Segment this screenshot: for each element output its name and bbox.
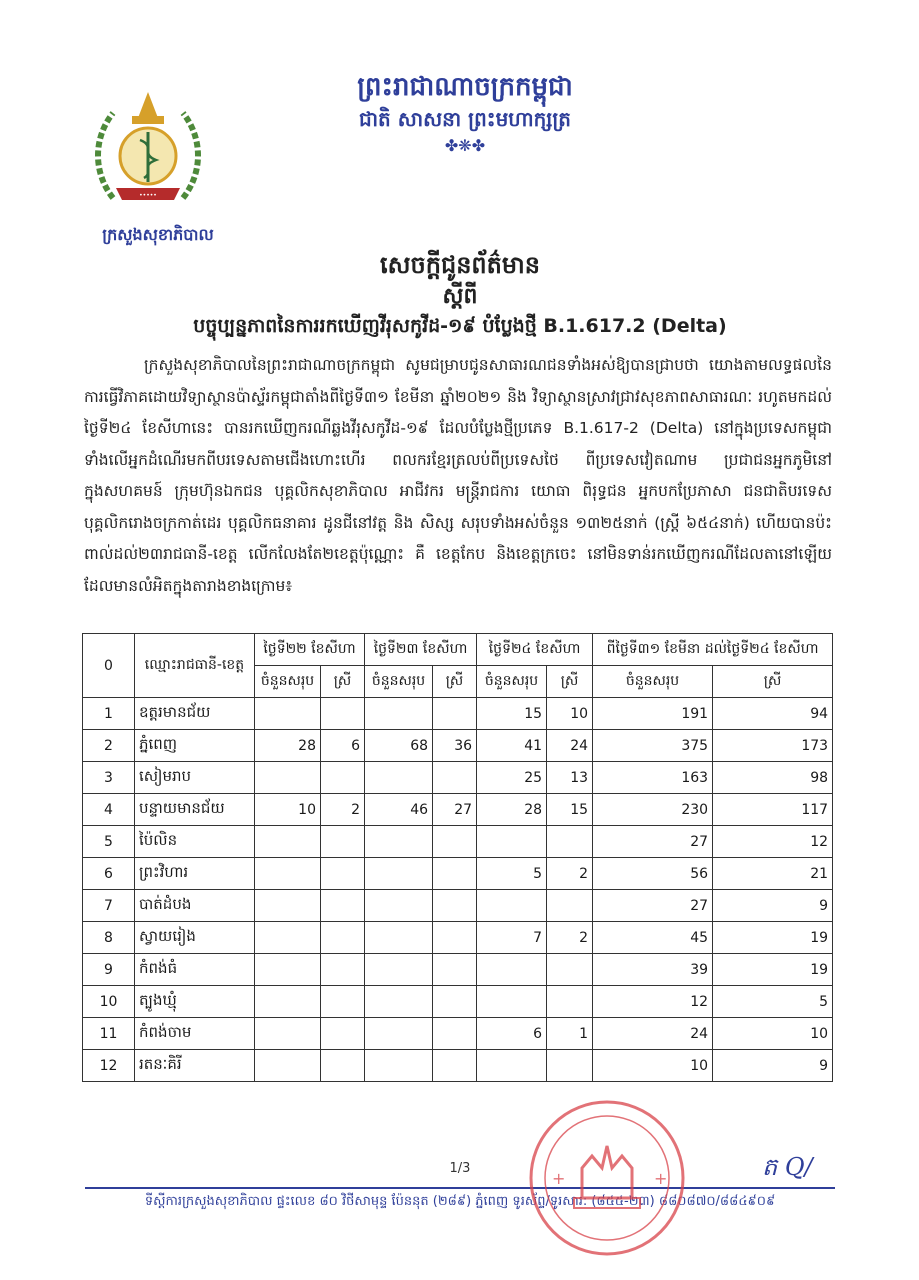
sub-header-female: ស្រី xyxy=(321,666,365,698)
cell-female xyxy=(547,826,593,858)
table-row xyxy=(83,1050,833,1082)
cell-female: 13 xyxy=(547,762,593,794)
cell-total: 10 xyxy=(593,1050,713,1082)
cell-total: 163 xyxy=(593,762,713,794)
table-row xyxy=(83,858,833,890)
cell-female: 15 xyxy=(547,794,593,826)
cell-total xyxy=(477,986,547,1018)
table-row xyxy=(83,826,833,858)
cell-total: 56 xyxy=(593,858,713,890)
cell-female: 12 xyxy=(713,826,833,858)
handwritten-initials: ត Q/ xyxy=(762,1153,813,1181)
cell-female xyxy=(433,1018,477,1050)
cell-female xyxy=(321,826,365,858)
cell-female xyxy=(321,986,365,1018)
province-name: ភ្នំពេញ xyxy=(135,730,255,762)
row-number: 7 xyxy=(83,890,135,922)
cell-total xyxy=(255,986,321,1018)
cell-female xyxy=(433,826,477,858)
table-row xyxy=(83,890,833,922)
row-number: 4 xyxy=(83,794,135,826)
cell-female: 5 xyxy=(713,986,833,1018)
cell-female: 173 xyxy=(713,730,833,762)
cell-total: 39 xyxy=(593,954,713,986)
cell-total xyxy=(255,698,321,730)
province-name: ឧត្តរមានជ័យ xyxy=(135,698,255,730)
province-name: បន្ទាយមានជ័យ xyxy=(135,794,255,826)
cell-female xyxy=(433,986,477,1018)
cell-total xyxy=(365,698,433,730)
cell-total: 10 xyxy=(255,794,321,826)
row-number: 2 xyxy=(83,730,135,762)
table-row xyxy=(83,954,833,986)
row-number: 3 xyxy=(83,762,135,794)
row-number: 8 xyxy=(83,922,135,954)
cell-total xyxy=(365,986,433,1018)
cell-female: 2 xyxy=(547,858,593,890)
cell-total xyxy=(365,858,433,890)
cell-female xyxy=(321,922,365,954)
cell-total: 46 xyxy=(365,794,433,826)
group-header: ថ្ងៃទី២៣ ខែសីហា xyxy=(365,634,477,666)
sub-header-total: ចំនួនសរុប xyxy=(365,666,433,698)
cell-total: 28 xyxy=(255,730,321,762)
cell-total xyxy=(255,922,321,954)
cell-female xyxy=(433,890,477,922)
cell-female: 24 xyxy=(547,730,593,762)
cell-female: 19 xyxy=(713,954,833,986)
cell-total xyxy=(255,858,321,890)
cell-total xyxy=(365,954,433,986)
cell-female xyxy=(547,986,593,1018)
cell-total: 12 xyxy=(593,986,713,1018)
cell-total xyxy=(365,922,433,954)
cell-total: 27 xyxy=(593,826,713,858)
col-no-header: 0 xyxy=(83,634,135,698)
ministry-logo xyxy=(88,88,208,218)
cell-total xyxy=(477,826,547,858)
cell-total xyxy=(477,890,547,922)
cell-female xyxy=(321,890,365,922)
document-title: សេចក្តីជូនព័ត៌មាន xyxy=(380,251,540,279)
cell-total: 68 xyxy=(365,730,433,762)
cell-total xyxy=(365,1050,433,1082)
cell-female xyxy=(433,698,477,730)
cell-female: 21 xyxy=(713,858,833,890)
cell-total: 7 xyxy=(477,922,547,954)
cell-total xyxy=(255,1018,321,1050)
province-name: ស្វាយរៀង xyxy=(135,922,255,954)
group-header: ពីថ្ងៃទី៣១ ខែមីនា ដល់ថ្ងៃទី២៤ ខែសីហា xyxy=(593,634,833,666)
sub-header-female: ស្រី xyxy=(547,666,593,698)
cell-total xyxy=(365,826,433,858)
cell-female: 2 xyxy=(547,922,593,954)
cell-female: 6 xyxy=(321,730,365,762)
ornament: ✤❋✤ xyxy=(444,136,486,155)
group-header: ថ្ងៃទី២២ ខែសីហា xyxy=(255,634,365,666)
national-motto: ជាតិ សាសនា ព្រះមហាក្សត្រ xyxy=(359,107,571,131)
cell-total: 15 xyxy=(477,698,547,730)
cell-female xyxy=(321,954,365,986)
province-name: ប៉ៃលិន xyxy=(135,826,255,858)
cell-total xyxy=(365,890,433,922)
footer-address: ទីស្តីការក្រសួងសុខាភិបាល ផ្ទះលេខ ៨០ វិថីសាមុន្ទ ប៉ែននុត (២៨៩) ភ្នំពេញ ទូរស័ព្ទ/ទូរសារ: (៨៥៥-២៣) ៨៨០៨៧០/៨៨៤៩០៩ xyxy=(144,1194,776,1209)
row-number: 10 xyxy=(83,986,135,1018)
cell-female: 9 xyxy=(713,1050,833,1082)
cell-female: 36 xyxy=(433,730,477,762)
cell-female: 98 xyxy=(713,762,833,794)
table-body xyxy=(83,698,833,1082)
cell-total xyxy=(255,890,321,922)
cell-female: 1 xyxy=(547,1018,593,1050)
table-row xyxy=(83,698,833,730)
cell-female: 10 xyxy=(547,698,593,730)
table-row xyxy=(83,730,833,762)
cell-total: 45 xyxy=(593,922,713,954)
cell-total: 5 xyxy=(477,858,547,890)
document-subtitle: ស្តីពី xyxy=(442,284,478,309)
sub-header-total: ចំនួនសរុប xyxy=(477,666,547,698)
cell-female xyxy=(547,1050,593,1082)
official-stamp xyxy=(512,1098,702,1258)
cell-female: 9 xyxy=(713,890,833,922)
cell-female xyxy=(321,1050,365,1082)
province-name: ត្បូងឃ្មុំ xyxy=(135,986,255,1018)
table-row xyxy=(83,762,833,794)
cell-total xyxy=(255,826,321,858)
cell-female xyxy=(547,890,593,922)
table-row xyxy=(83,986,833,1018)
cell-female xyxy=(321,1018,365,1050)
table-row xyxy=(83,922,833,954)
cell-female: 94 xyxy=(713,698,833,730)
province-name: សៀមរាប xyxy=(135,762,255,794)
province-name: បាត់ដំបង xyxy=(135,890,255,922)
cell-female xyxy=(433,1050,477,1082)
footer-divider xyxy=(85,1187,835,1189)
cell-total xyxy=(477,954,547,986)
cell-female: 27 xyxy=(433,794,477,826)
cell-total: 375 xyxy=(593,730,713,762)
province-name: ព្រះវិហារ xyxy=(135,858,255,890)
cell-total xyxy=(365,762,433,794)
sub-header-female: ស្រី xyxy=(713,666,833,698)
province-name: កំពង់ធំ xyxy=(135,954,255,986)
sub-header-female: ស្រី xyxy=(433,666,477,698)
col-name-header: ឈ្មោះរាជធានី-ខេត្ត xyxy=(135,634,255,698)
cell-female xyxy=(433,922,477,954)
cell-total: 6 xyxy=(477,1018,547,1050)
row-number: 5 xyxy=(83,826,135,858)
ministry-name: ក្រសួងសុខាភិបាល xyxy=(102,225,214,244)
kingdom-title: ព្រះរាជាណាចក្រកម្ពុជា xyxy=(357,72,573,102)
cell-female xyxy=(547,954,593,986)
cell-total: 25 xyxy=(477,762,547,794)
table-row xyxy=(83,794,833,826)
cell-total xyxy=(255,762,321,794)
cell-total xyxy=(365,1018,433,1050)
sub-header-total: ចំនួនសរុប xyxy=(593,666,713,698)
body-paragraph: ក្រសួងសុខាភិបាលនៃព្រះរាជាណាចក្រកម្ពុជា សូមជម្រាបជូនសាធារណជនទាំងអស់ឱ្យបានជ្រាបថា យោងតាមលទ្ធផលនៃការធ្វើវិភាគដោយវិទ្យាស្ថានប៉ាស្ទ័រកម្ពុជាតាំងពីថ្ងៃទី៣១ ខែមីនា ឆ្នាំ២០២១ និង វិទ្យាស្ថានស្រាវជ្រាវសុខភាពសាធារណៈ រហូតមកដល់ថ្ងៃទី២៤ ខែសីហានេះ បានរកឃើញករណីឆ្លងវីរុសកូវីដ-១៩ ដែលបំប្លែងថ្មីប្រភេទ B.1.617-2 (Delta) នៅក្នុងប្រទេសកម្ពុជា ទាំងលើអ្នកដំណើរមកពីបរទេសតាមជើងហោះហើរ ពលករខ្មែរត្រលប់ពីប្រទេសថៃ ពីប្រទេសវៀតណាម ប្រជាជនអ្នកភូមិនៅក្នុងសហគមន៍ ក្រុមហ៊ុនឯកជន បុគ្គលិកសុខាភិបាល អាជីវករ មន្ត្រីរាជការ យោធា ពិរុទ្ធជន អ្នកបកប្រែភាសា ជនជាតិបរទេស បុគ្គលិករោងចក្រកាត់ដេរ បុគ្គលិកធនាគារ ដូនជីនៅវត្ត និង សិស្ស សរុបទាំងអស់ចំនួន ១៣២៥នាក់ (ស្ត្រី ៦៥៤នាក់) ហើយបានប៉ះពាល់ដល់២៣រាជធានី-ខេត្ត លើកលែងតែ២ខេត្តប៉ុណ្ណោះ គឺ ខេត្តកែប និងខេត្តក្រចេះ នៅមិនទាន់រកឃើញករណីដែលតានៅឡើយ ដែលមានលំអិតក្នុងតារាងខាងក្រោម៖ xyxy=(84,356,832,595)
province-name: រតនៈគិរី xyxy=(135,1050,255,1082)
row-number: 1 xyxy=(83,698,135,730)
case-table xyxy=(82,633,833,1082)
svg-text:+: + xyxy=(654,1169,668,1188)
cell-female xyxy=(433,858,477,890)
cell-female: 19 xyxy=(713,922,833,954)
cell-total xyxy=(477,1050,547,1082)
cell-female: 2 xyxy=(321,794,365,826)
province-name: កំពង់ចាម xyxy=(135,1018,255,1050)
cell-total: 27 xyxy=(593,890,713,922)
cell-female xyxy=(321,858,365,890)
cell-female xyxy=(433,762,477,794)
svg-text:+: + xyxy=(552,1169,566,1188)
sub-header-total: ចំនួនសរុប xyxy=(255,666,321,698)
row-number: 6 xyxy=(83,858,135,890)
cell-total xyxy=(255,954,321,986)
cell-female: 10 xyxy=(713,1018,833,1050)
cell-total: 230 xyxy=(593,794,713,826)
row-number: 11 xyxy=(83,1018,135,1050)
table-row xyxy=(83,1018,833,1050)
cell-total: 191 xyxy=(593,698,713,730)
cell-female: 117 xyxy=(713,794,833,826)
cell-female xyxy=(321,698,365,730)
row-number: 9 xyxy=(83,954,135,986)
cell-total xyxy=(255,1050,321,1082)
cell-total: 28 xyxy=(477,794,547,826)
document-topic: បច្ចុប្បន្នភាពនៃការរកឃើញវីរុសកូវីដ-១៩ បំប្លែងថ្មី B.1.617.2 (Delta) xyxy=(193,315,727,337)
cell-female xyxy=(433,954,477,986)
cell-total: 24 xyxy=(593,1018,713,1050)
row-number: 12 xyxy=(83,1050,135,1082)
cell-female xyxy=(321,762,365,794)
svg-text:•••••: ••••• xyxy=(139,192,157,199)
cell-total: 41 xyxy=(477,730,547,762)
group-header: ថ្ងៃទី២៤ ខែសីហា xyxy=(477,634,593,666)
page-number: 1/3 xyxy=(449,1161,471,1176)
